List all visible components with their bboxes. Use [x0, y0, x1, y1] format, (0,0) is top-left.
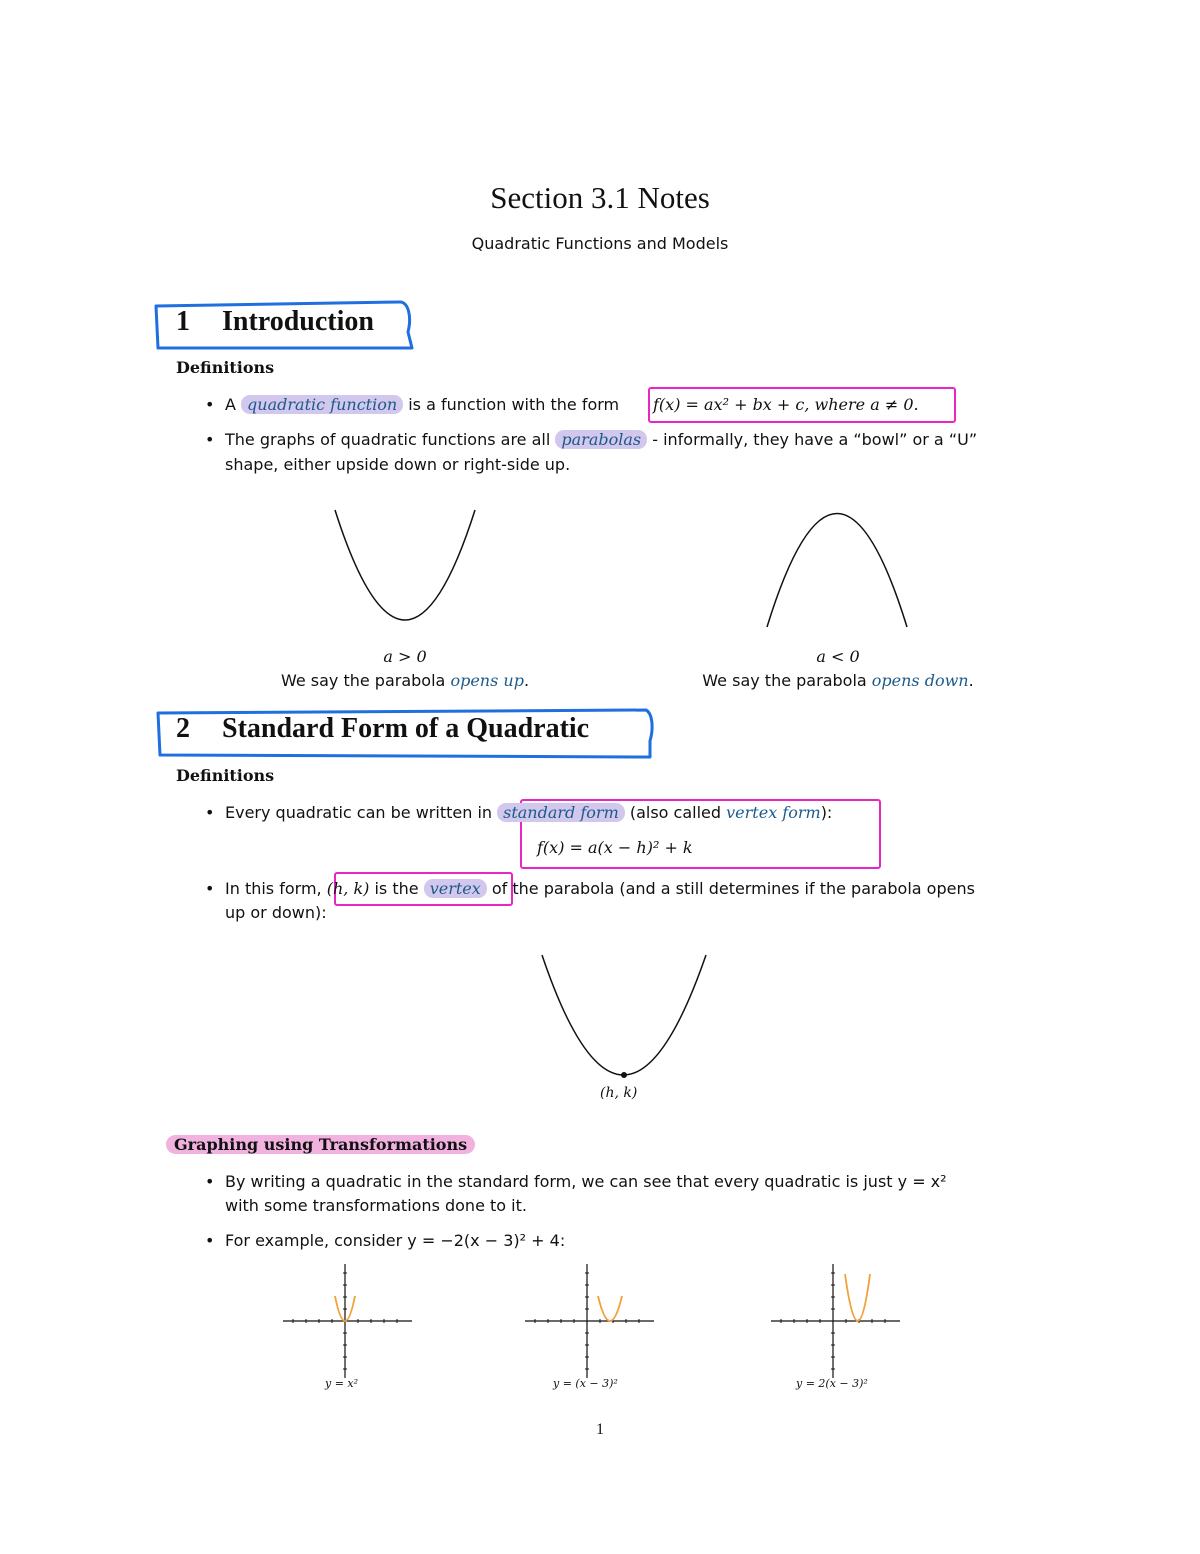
bullet-dot: • — [205, 803, 215, 822]
parabola-opens-up-graph — [320, 505, 490, 635]
graph-y-equals-2-x-minus-3-squared — [768, 1262, 903, 1380]
section2-bullet1 — [205, 801, 832, 825]
section1-bullet2 — [205, 428, 977, 452]
bullet-dot: • — [205, 1172, 215, 1191]
bullet2-suffix: of the parabola (and a still determines if the parabola opens — [491, 879, 975, 898]
transform-bullet2 — [205, 1229, 565, 1253]
bullet-dot: • — [205, 395, 215, 414]
section1-bullet1 — [205, 393, 619, 417]
term-opens-down: opens down — [871, 671, 969, 690]
term-standard-form: standard form — [497, 803, 625, 822]
page-number: 1 — [596, 1421, 604, 1438]
term-vertex: vertex — [424, 879, 487, 898]
section1-bullet2-line2: shape, either upside down or right-side up. — [225, 455, 571, 474]
quadratic-formula — [653, 393, 919, 417]
section2-subheading: Definitions — [176, 766, 275, 785]
bullet2-prefix: In this form, — [225, 879, 322, 898]
left-graph-caption — [235, 645, 575, 693]
graph-y-equals-x-minus-3-squared — [522, 1262, 657, 1380]
bullet-dot: • — [205, 430, 215, 449]
bullet-dot: • — [205, 879, 215, 898]
bullet2-is-the: is the — [374, 879, 419, 898]
section2-heading — [176, 713, 589, 745]
vertex-parabola-graph — [530, 950, 720, 1085]
section1-heading — [176, 306, 374, 338]
bullet-dot: • — [205, 1231, 215, 1250]
section2-bullet2 — [205, 877, 975, 901]
right-graph-caption — [668, 645, 1008, 693]
graph-y-equals-x-squared — [280, 1262, 415, 1380]
bullet2-prefix: The graphs of quadratic functions are all — [225, 430, 551, 449]
term-parabolas: parabolas — [555, 430, 647, 449]
section1-number: 1 — [176, 306, 190, 337]
graph3-label: y = 2(x − 3)² — [796, 1377, 868, 1390]
formula-text: f(x) = ax² + bx + c, where a ≠ 0. — [653, 395, 919, 414]
bullet1-suffix: ): — [820, 803, 833, 822]
caption-period: . — [968, 671, 974, 690]
vertex-label: (h, k) — [600, 1085, 638, 1101]
graph1-label: y = x² — [325, 1377, 359, 1390]
transform-bullet2-text: For example, consider y = −2(x − 3)² + 4: — [225, 1231, 566, 1250]
condition-a-positive: a > 0 — [383, 647, 427, 666]
transformations-heading-text: Graphing using Transformations — [166, 1135, 475, 1154]
transform-bullet1 — [205, 1170, 947, 1194]
condition-a-negative: a < 0 — [816, 647, 860, 666]
section1-title: Introduction — [222, 306, 374, 337]
formula-text: f(x) = a(x − h)² + k — [537, 838, 693, 857]
caption-period: . — [523, 671, 530, 690]
transformations-heading — [166, 1135, 475, 1154]
bullet1-prefix: A — [225, 395, 236, 414]
term-quadratic-function: quadratic function — [241, 395, 403, 414]
page-title: Section 3.1 Notes — [490, 180, 710, 215]
caption-prefix: We say the parabola — [280, 671, 446, 690]
caption-prefix: We say the parabola — [702, 671, 867, 690]
section2-bullet2-line2: up or down): — [225, 903, 327, 922]
bullet1-prefix: Every quadratic can be written in — [225, 803, 493, 822]
transform-bullet1-line2: with some transformations done to it. — [225, 1196, 527, 1215]
bullet1-middle: (also called — [629, 803, 722, 822]
transform-bullet1-text: By writing a quadratic in the standard form, we can see that every quadratic is just y = x² — [225, 1172, 947, 1191]
graph2-label: y = (x − 3)² — [553, 1377, 618, 1390]
term-opens-up: opens up — [450, 671, 524, 690]
vertex-point — [621, 1072, 627, 1078]
parabola-opens-down-graph — [755, 505, 925, 635]
section2-title: Standard Form of a Quadratic — [222, 713, 590, 744]
bullet1-middle: is a function with the form — [408, 395, 620, 414]
bullet2-suffix: - informally, they have a “bowl” or a “U” — [652, 430, 978, 449]
page-subtitle: Quadratic Functions and Models — [471, 234, 729, 253]
term-vertex-form: vertex form — [726, 803, 821, 822]
section2-number: 2 — [176, 713, 190, 744]
vertex-coordinates: (h, k) — [326, 879, 370, 898]
section1-subheading: Definitions — [176, 358, 275, 377]
standard-form-formula — [537, 836, 693, 860]
